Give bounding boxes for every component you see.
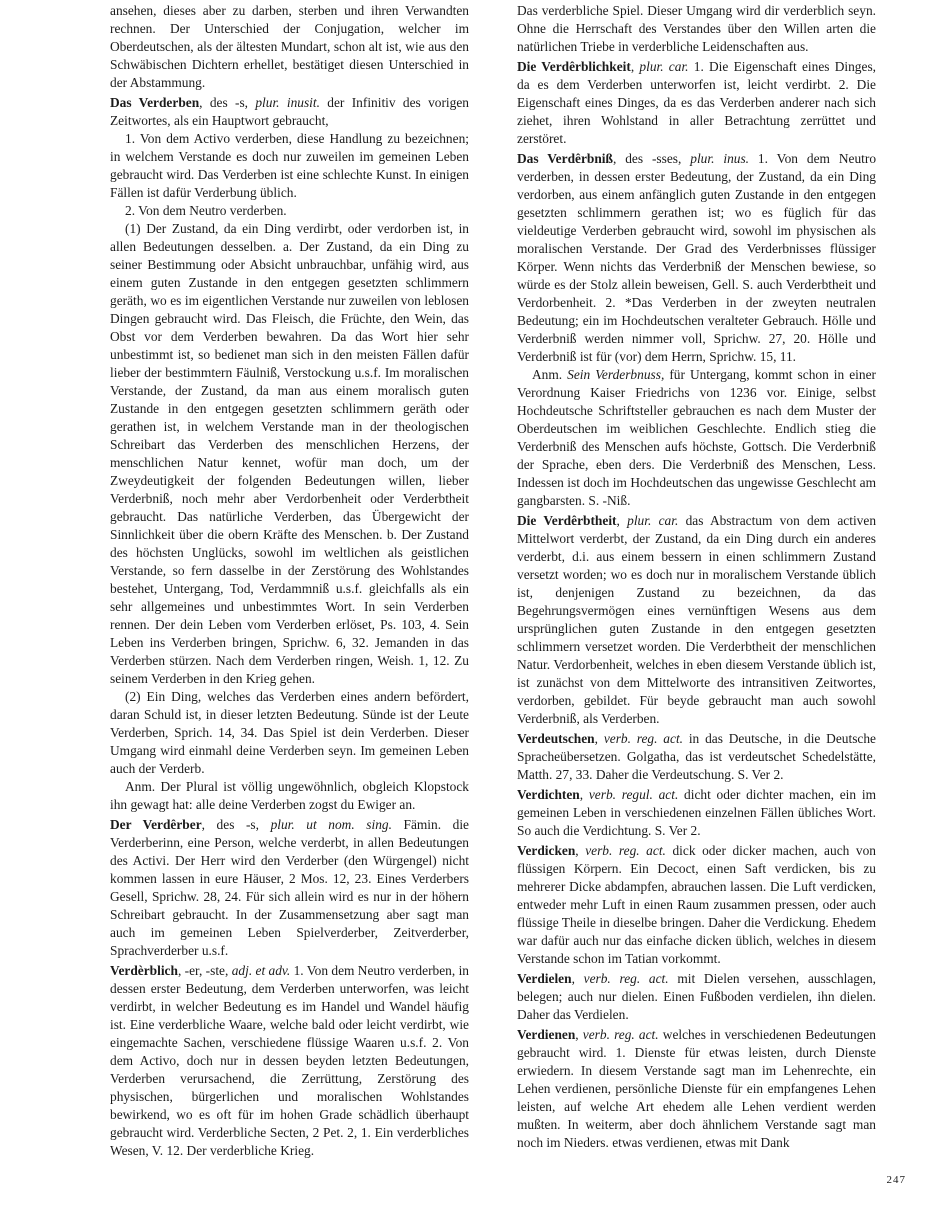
paragraph-text: ansehen, dieses aber zu darben, sterben und ihren Verwandten rechnen. Der Unterschied der Conjugation, welcher im Oberdeutschen, als der ältesten Mundart, schon alt ist, wie aus den Schwäbischen Dichtern erhellet, bestätiget diesen Unterschied in der Abstammung.: [110, 3, 469, 90]
entry-prefix: ,: [630, 59, 640, 74]
entry-prefix: , des -s,: [199, 95, 256, 110]
entry-text: welches in verschiedenen Bedeutungen gebraucht wird. 1. Dienste für etwas leisten, durch Dienste erwiedern. In diesem Verstande sagt man im Lehenrechte, ein Lehen verdienen, persönliche Dienste für ein empfangenes Lehen leisten, auf welche Art ehedem alle Lehen verdient werden mußten. In weiterm, aber doch ähnlichem Verstande sagt man noch im Nieders. etwas verdienen, etwas mit Dank: [517, 1027, 876, 1150]
headword: Das Verdêrbniß: [517, 151, 613, 166]
grammar-note: plur. inus.: [690, 151, 750, 166]
headword: Das Verderben: [110, 95, 200, 110]
entry-verdicken: [517, 842, 876, 968]
grammar-note: plur. car.: [639, 59, 689, 74]
grammar-note: verb. reg. act.: [582, 1027, 659, 1042]
paragraph-text: 1. Von dem Activo verderben, diese Handlung zu bezeichnen; in welchem Verstande es doch nur zuweilen im gemeinen Leben gebraucht wird. Das Verderben ist eine schlechte Kunst. In einigen Fällen ist dafür Verderbung üblich.: [110, 131, 469, 200]
continued-paragraph: [517, 2, 876, 56]
entry-prefix: ,: [616, 513, 628, 528]
entry-das-verderbniss: [517, 150, 876, 366]
entry-der-verderber: [110, 816, 469, 960]
entry-prefix: , des -s,: [201, 817, 271, 832]
entry-prefix: ,: [594, 731, 604, 746]
grammar-note: plur. inusit.: [255, 95, 320, 110]
entry-text: dicht oder dichter machen, ein im gemeinen Leben in verschiedenen einzelnen Fällen übliches Wort. So auch die Verdichtung. S. Ver 2.: [517, 787, 876, 838]
paragraph-text: (2) Ein Ding, welches das Verderben eines andern befördert, daran Schuld ist, in dieser letzten Bedeutung. Sünde ist der Leute Verderben, Sprich. 14, 34. Das Spiel ist dein Verderben. Dieser Umgang wird einmahl deine Verderben seyn. Im gemeinen Leben auch der Verderb.: [110, 689, 469, 776]
grammar-note: verb. reg. act.: [585, 843, 666, 858]
headword: Verdichten: [517, 787, 580, 802]
entry-text: 1. Von dem Neutro verderben, in dessen erster Bedeutung, dem Verderben unterworfen, was leicht verdirbt, in welcher Bedeutung es im Handel und Wandel häufig ist. Eine verderbliche Waare, welche bald oder leicht verdirbt, wie eingemachte Sachen, verschiedene flüssige Waaren u.s.f. 2. Von dem Activo, doch nur in dessen beyden letzten Bedeutungen, Verderben verursachend, die Zerrüttung, Zerstörung des physischen, bürgerlichen und moralischen Wohlstandes bewirkend, wo es oft für im hohen Grade schädlich überhaupt gebraucht wird. Verderbliche Secten, 2 Pet. 2, 1. Ein verderbliches Wesen, V. 12. Der verderbliche Krieg.: [110, 963, 469, 1158]
headword: Verdienen: [517, 1027, 576, 1042]
entry-prefix: , -er, -ste,: [177, 963, 232, 978]
entry-die-verderblichkeit: [517, 58, 876, 148]
entry-text: 1. Die Eigenschaft eines Dinges, da es dem Verderben unterworfen ist, leicht verdirbt. 2. Die Eigenschaft eines Dinges, da es das Verderben anderer nach sich ziehet, ihren Wohlstand in aller Betrachtung zerrüttet und zerstöret.: [517, 59, 877, 146]
entry-verdienen: [517, 1026, 876, 1152]
headword: Verdèrblich: [110, 963, 178, 978]
entry-text: für Untergang, kommt schon in einer Verordnung Kaiser Friedrichs von 1236 vor. Einige, selbst Hochdeutsche Schriftsteller gebrauchen es nach dem Muster der Oberdeutschen im weiblichen Geschlechte. Endlich stieg die Verderbniß des Menschen aufs höchste, Gottsch. Die Verderbniß der Sprache, eben ders. Die Verderbniß des Menschen, Less. Indessen ist doch im Hochdeutschen das ungewisse Geschlecht am gangbarsten. S. -Niß.: [517, 367, 876, 508]
entry-text: der Infinitiv des vorigen Zeitwortes, als ein Hauptwort gebraucht,: [110, 95, 469, 128]
left-column: [110, 2, 469, 1160]
entry-verdichten: [517, 786, 876, 840]
grammar-note: verb. reg. act.: [603, 731, 684, 746]
entry-prefix: ,: [571, 971, 584, 986]
grammar-note: adj. et adv.: [231, 963, 291, 978]
paragraph-text: 2. Von dem Neutro verderben.: [125, 203, 287, 218]
entry-verderblich: [110, 962, 469, 1160]
sub-paragraph: [110, 688, 469, 778]
grammar-note: Sein Verderbnuss,: [567, 367, 665, 382]
headword: Verdeutschen: [517, 731, 595, 746]
headword: Verdielen: [517, 971, 572, 986]
entry-prefix: Anm.: [532, 367, 568, 382]
entry-text: Fämin. die Verderberinn, eine Person, welche verderbt, in allen Bedeutungen des Activi. Der Herr wird den Verderber (den Würgengel) nicht kommen lassen in eure Häuser, 2 Mos. 12, 23. Eines Verderbers Gesell, Sprichw. 28, 24. Für sich allein wird es nur in der höhern Schreibart gebraucht. In der Zusammensetzung aber sagt man auch im gemeinen Leben Spielverderber, Zeitverderber, Sprachverderber u.s.f.: [110, 817, 469, 958]
note-paragraph: [517, 366, 876, 510]
headword: Die Verdêrblichkeit: [517, 59, 631, 74]
entry-verdeutschen: [517, 730, 876, 784]
continued-paragraph: [110, 2, 469, 92]
page-number: 247: [886, 1174, 906, 1186]
entry-verdielen: [517, 970, 876, 1024]
grammar-note: plur. car.: [627, 513, 679, 528]
headword: Verdicken: [517, 843, 576, 858]
entry-text: in das Deutsche, in die Deutsche Spracheübersetzen. Golgatha, das ist verdeutschet Schedelstätte, Matth. 27, 33. Daher die Verdeutschung. S. Ver 2.: [517, 731, 876, 782]
entry-prefix: ,: [575, 843, 586, 858]
entry-text: 1. Von dem Neutro verderben, in dessen erster Bedeutung, der Zustand, da ein Ding verdorben, aus einem anfänglich guten Zustande in den entgegen gesetzten schlimmern gerathen ist; wo es füglich für das vieldeutige Verderben gebraucht wird, sowohl im physischen als moralischen Verstande. Der Grad des Verderbnisses flüssiger Körper. Wenn nichts das Verderbniß der Menschen bewiese, so würde es der Stolz allein beweisen, Gell. S. auch Verderbtheit und Verdorbenheit. 2. *Das Verderben in der zweyten neutralen Bedeutung; ein im Hochdeutschen veralteter Gebrauch. Hölle und Verderbniß werden nimmer voll, Sprichw. 27, 20. Hölle und Verderbniß ist für (vor) dem Herrn, Sprichw. 15, 11.: [517, 151, 877, 364]
entry-text: das Abstractum von dem activen Mittelwort verderbt, der Zustand, da ein Ding durch ein anderes verderbt, d.i. aus einem bessern in einen schlimmern Zustand versetzt worden; wo es doch nur in moralischem Verstande üblich ist, denjenigen Zustand zu bezeichnen, da das Begehrungsvermögen eines vernünftigen Wesens aus dem ursprünglichen guten Zustande in den entgegen gesetzten schlimmern versetzet worden. Die Verderbtheit der menschlichen Natur. Verdorbenheit, welches in eben diesem Verstande üblich ist, ist zunächst von dem Mittelworte des intransitiven Zeitwortes, verdorben, gebildet. Für beyde gebraucht man auch sowohl Verderbniß, als Verderben.: [517, 513, 877, 726]
sub-paragraph: [110, 202, 469, 220]
paragraph-text: Anm. Der Plural ist völlig ungewöhnlich, obgleich Klopstock ihn gewagt hat: alle deine Verderben zogst du Ewiger an.: [110, 779, 469, 812]
entry-prefix: ,: [579, 787, 589, 802]
grammar-note: verb. regul. act.: [588, 787, 679, 802]
entry-text: mit Dielen versehen, ausschlagen, belegen; auch nur dielen. Einen Fußboden verdielen, ihn dielen. Daher das Verdielen.: [517, 971, 876, 1022]
entry-prefix: ,: [575, 1027, 583, 1042]
entry-das-verderben: [110, 94, 469, 130]
paragraph-text: Das verderbliche Spiel. Dieser Umgang wird dir verderblich seyn. Ohne die Herrschaft des Verstandes über den Willen arten die natürlichen Triebe in verderbliche Leidenschaften aus.: [517, 3, 876, 54]
grammar-note: plur. ut nom. sing.: [270, 817, 392, 832]
paragraph-text: (1) Der Zustand, da ein Ding verdirbt, oder verdorben ist, in allen Bedeutungen desselben. a. Der Zustand, da ein Ding zu seiner Bestimmung oder Absicht unbrauchbar, unfähig wird, aus einem guten Zustande in den entgegen gesetzten schlimmern geräth, wo es im eigentlichen Verstande nur zuweilen von leblosen Dingen gebraucht wird. Das Fleisch, die Früchte, den Wein, das Obst vor dem Verderben bewahren. Da das Wort hier sehr unbestimmt ist, so bedienet man sich in den meisten Fällen dafür lieber der bestimmtern Fäulniß, Verstockung u.s.f. Im moralischen Verstande, der Zustand, da man aus einem moralisch guten Zustande in den entgegen gesetzten schlimmern geräth oder gerathen ist, in welchem Verstande man in der theologischen Schreibart das Verderben des menschlichen Herzens, der menschlichen Natur kennet, wofür man doch, um der Zweydeutigkeit der folgenden Bedeutungen willen, lieber Verderbniß, noch mehr aber Verdorbenheit oder Verderbtheit gebraucht. Das natürliche Verderben, das Übergewicht der Sinnlichkeit über die obern Kräfte des Menschen. b. Der Zustand des höchsten Unglücks, sowohl im weltlichen als geistlichen Verstande, so fern dasselbe in der Zerstörung des Wohlstandes bestehet, Untergang, Tod, Verdammniß u.s.f. gleichfalls als ein sehr allgemeines und unbestimmtes Wort. In sein Verderben rennen. Der dein Leben vom Verderben erlöset, Ps. 103, 4. Sein Leben ins Verderben bringen, Sprichw. 6, 32. Jemanden in das Verderben stürzen. Nach dem Verderben ringen, Weish. 1, 12. Zu seinem Verderben in den Krieg gehen.: [110, 221, 469, 686]
headword: Die Verdêrbtheit: [517, 513, 617, 528]
entry-die-verderbtheit: [517, 512, 876, 728]
sub-paragraph: [110, 220, 469, 688]
note-paragraph: [110, 778, 469, 814]
entry-prefix: , des -sses,: [612, 151, 691, 166]
entry-text: dick oder dicker machen, auch von flüssigen Körpern. Ein Decoct, einen Saft verdicken, bis zu mehrerer Dicke abdampfen, abrauchen lassen. Die Luft verdicken, entweder mehr Luft in einen Raum zusammen pressen, oder auch flüssige Theile in dieselbe bringen. Daher die Verdickung. Ehedem war dafür auch nur das einfache dicken üblich, welches in diesem Verstande schon im Tatian vorkommt.: [517, 843, 876, 966]
headword: Der Verdêrber: [110, 817, 202, 832]
sub-paragraph: [110, 130, 469, 202]
right-column: [517, 2, 876, 1152]
grammar-note: verb. reg. act.: [583, 971, 669, 986]
